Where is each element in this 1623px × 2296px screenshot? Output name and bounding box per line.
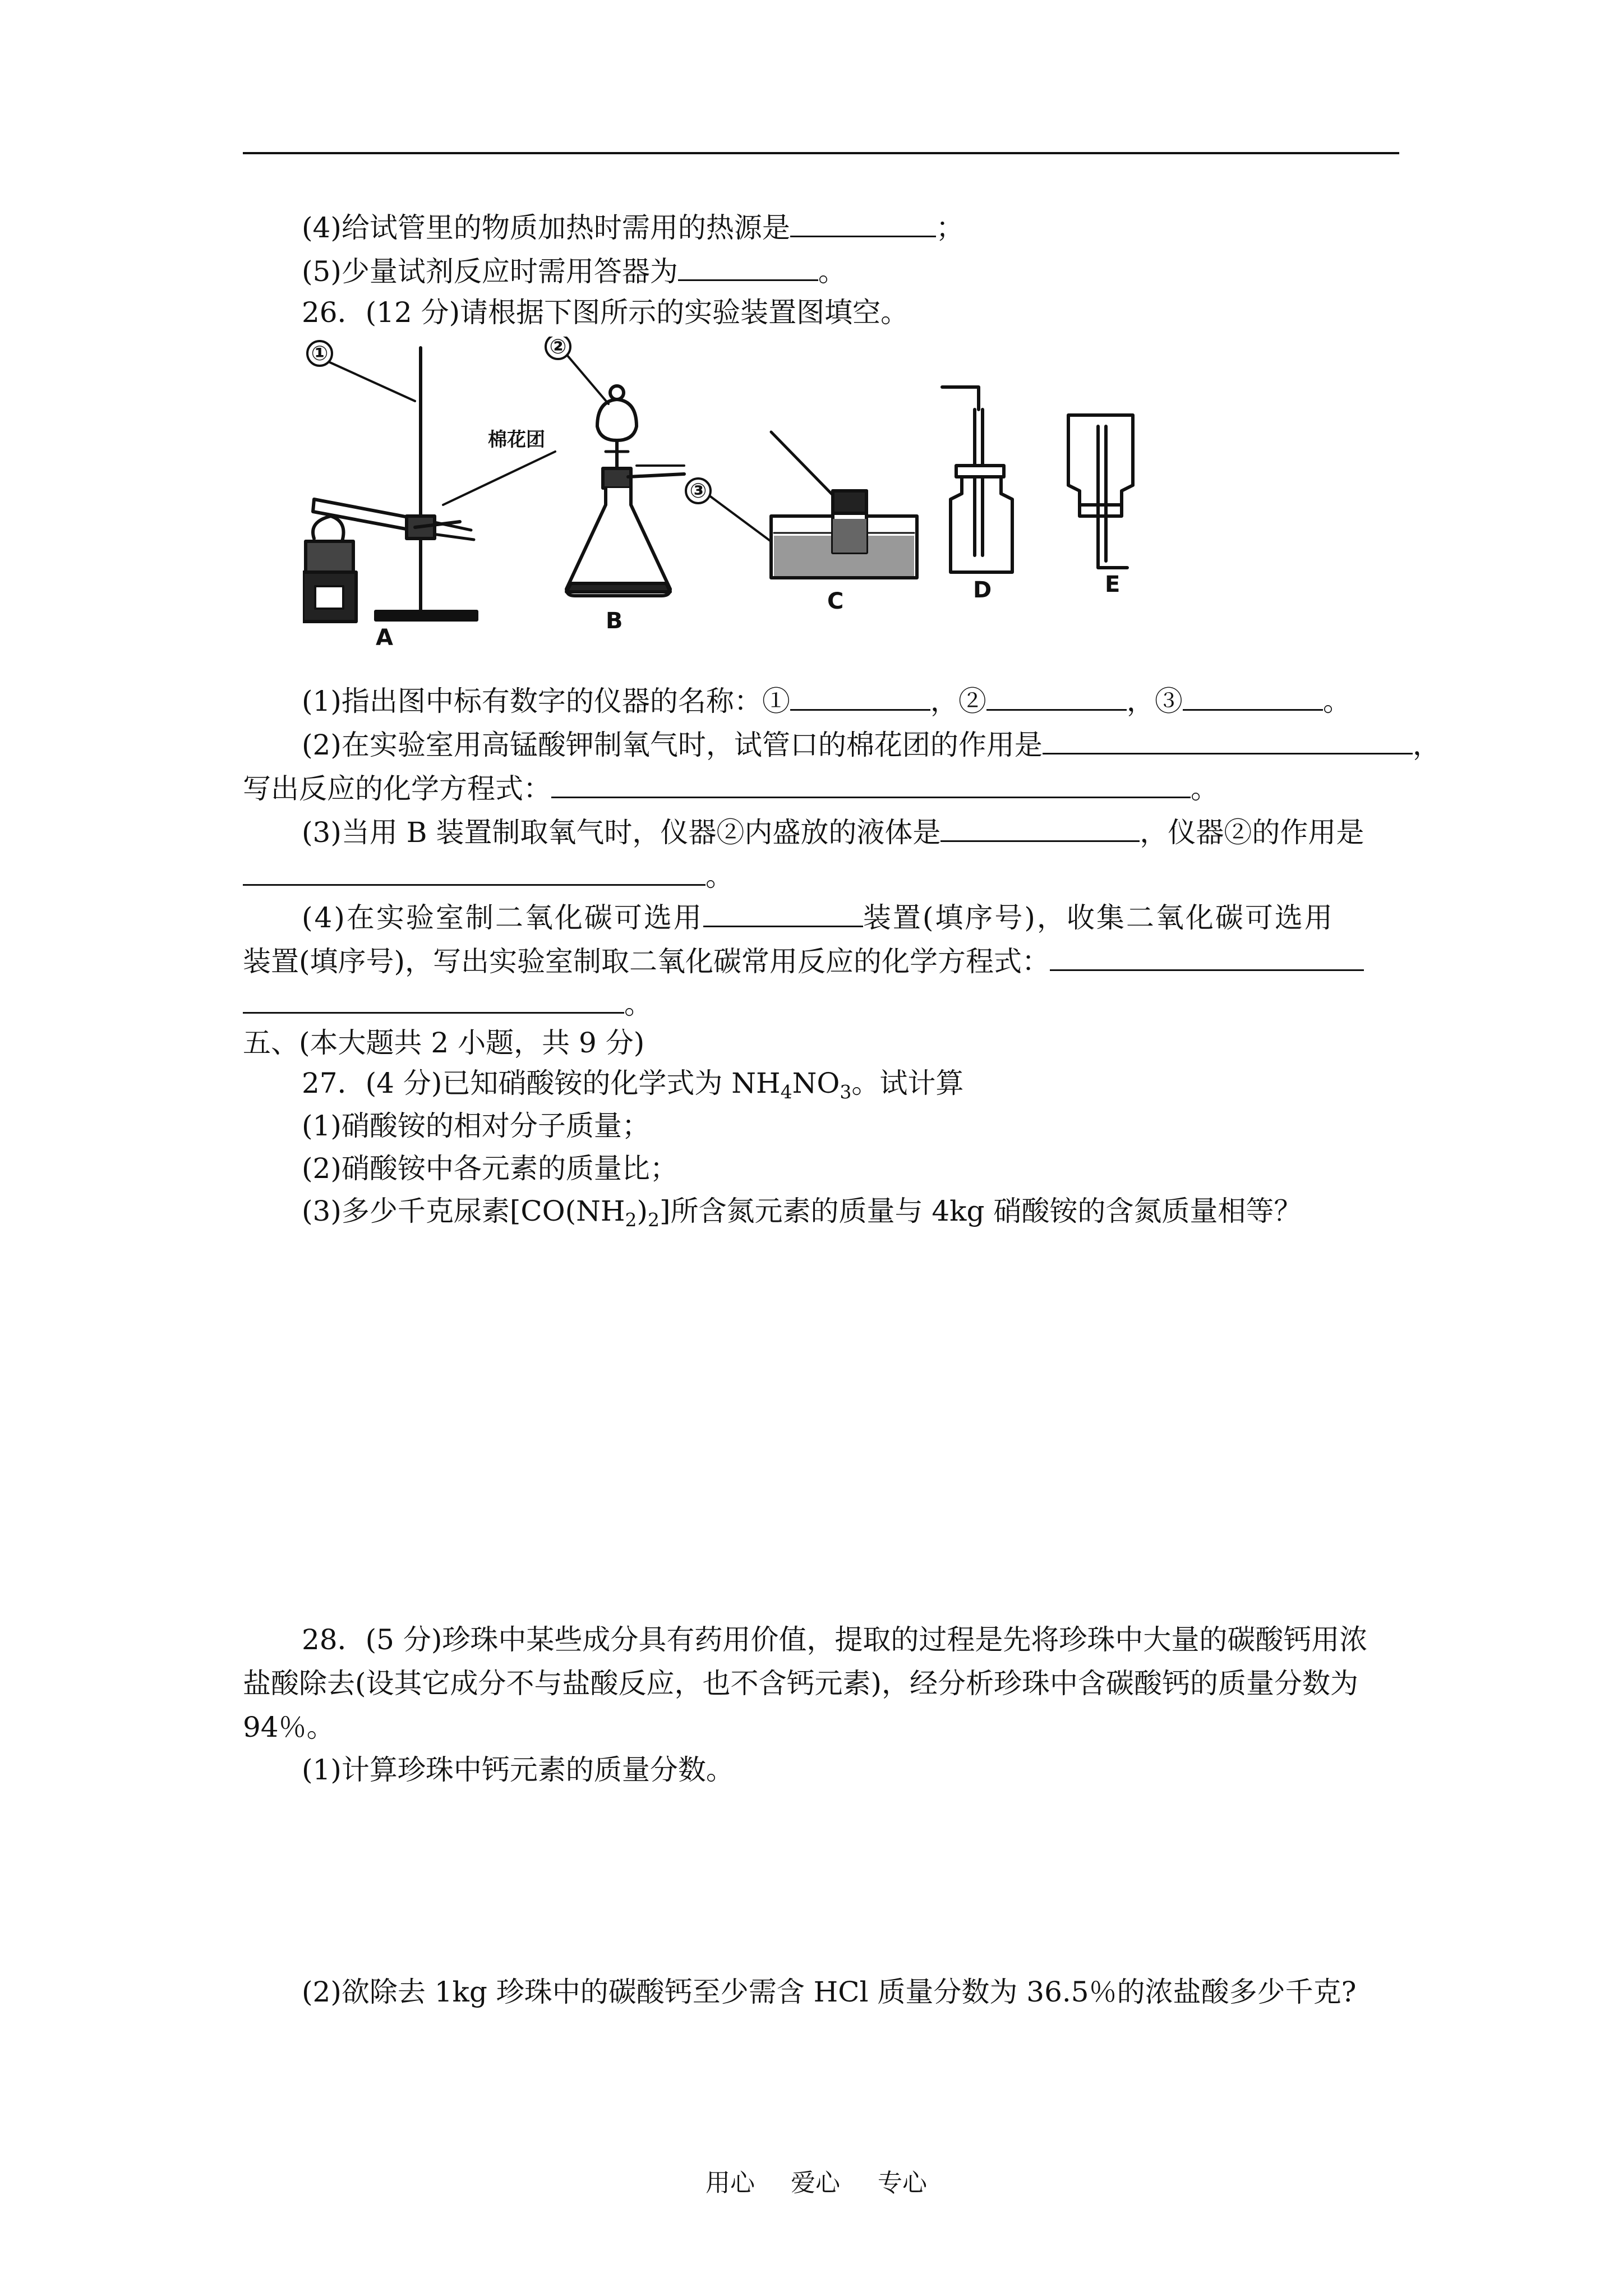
answer-blank[interactable]: [1050, 940, 1364, 971]
header-rule: [243, 152, 1399, 154]
label-e: E: [1105, 572, 1121, 597]
pointer-line-2: [561, 348, 608, 404]
label-d: D: [973, 577, 992, 603]
alcohol-lamp: [306, 541, 353, 572]
q26-part3: (3)当用 B 装置制取氧气时，仪器②内盛放的液体是 ，仪器②的作用是: [302, 811, 1364, 851]
q26-part3-line2: 。: [243, 855, 734, 895]
q26-part1: (1)指出图中标有数字的仪器的名称：① ，② ，③ 。: [302, 680, 1351, 720]
pointer-line-3: [707, 494, 778, 547]
pointer-line-cotton: [443, 452, 555, 505]
answer-blank[interactable]: [678, 250, 818, 281]
q28-line2: 盐酸除去(设其它成分不与盐酸反应，也不含钙元素)，经分析珍珠中含碳酸钙的质量分数为: [243, 1667, 1359, 1700]
answer-blank[interactable]: [243, 855, 706, 886]
q28-line1: 28．(5 分)珍珠中某些成分具有药用价值，提取的过程是先将珍珠中大量的碳酸钙用浓: [302, 1623, 1368, 1656]
pointer-line-1: [322, 359, 415, 401]
q25-item5: (5)少量试剂反应时需用答器为 。: [302, 250, 846, 290]
conical-flask: [566, 488, 670, 596]
answer-blank[interactable]: [790, 206, 936, 237]
q26-title: 26．(12 分)请根据下图所示的实验装置图填空。: [302, 296, 909, 329]
label-b: B: [606, 608, 623, 634]
q26-part4-line3: 。: [243, 983, 652, 1023]
q26-part2-equation: 写出反应的化学方程式： 。: [243, 767, 1219, 807]
q27-title: 27．(4 分)已知硝酸铵的化学式为 $NH_4NO_3$。试计算: [302, 1067, 964, 1103]
label-cotton: 棉花团: [488, 429, 545, 451]
label-a: A: [376, 625, 393, 651]
separatory-funnel: [597, 399, 637, 440]
q26-part2: (2)在实验室用高锰酸钾制氧气时，试管口的棉花团的作用是 ，: [302, 724, 1441, 763]
q26-part4-line2: 装置(填序号)，写出实验室制取二氧化碳常用反应的化学方程式：: [243, 940, 1364, 980]
iron-stand-base: [376, 611, 477, 620]
q28-part2: (2)欲除去 1kg 珍珠中的碳酸钙至少需含 HCl 质量分数为 36.5％的浓盐酸多少千克?: [302, 1976, 1357, 2008]
q26-part4: (4)在实验室制二氧化碳可选用 装置(填序号)，收集二氧化碳可选用: [302, 896, 1334, 936]
answer-blank[interactable]: [551, 767, 1191, 798]
answer-blank[interactable]: [940, 811, 1140, 842]
label-num1: ①: [311, 342, 329, 365]
label-num3: ③: [689, 480, 707, 503]
q27-part1: (1)硝酸铵的相对分子质量；: [302, 1110, 650, 1142]
answer-blank[interactable]: [986, 680, 1127, 711]
footer-item-2: 爱心: [791, 2169, 840, 2197]
answer-blank[interactable]: [1183, 680, 1323, 711]
answer-blank[interactable]: [243, 983, 624, 1014]
q28-line3: 94％。: [243, 1711, 335, 1743]
label-c: C: [827, 588, 844, 614]
answer-blank[interactable]: [703, 896, 863, 927]
label-num2: ②: [549, 337, 567, 358]
lab-apparatus-figure: [303, 337, 1178, 651]
answer-blank[interactable]: [790, 680, 930, 711]
section5-heading: 五、(本大题共 2 小题，共 9 分): [243, 1027, 645, 1059]
q27-part3: (3)多少千克尿素$[CO(NH_2)_2]$所含氮元素的质量与 4kg 硝酸铵的含氮质量相等？: [302, 1195, 1302, 1231]
footer-item-3: 专心: [878, 2169, 927, 2197]
q25-item4: (4)给试管里的物质加热时需用的热源是 ；: [302, 206, 964, 246]
q27-part2: (2)硝酸铵中各元素的质量比；: [302, 1152, 678, 1185]
gas-bottle-e: [1068, 415, 1133, 505]
answer-blank[interactable]: [1043, 724, 1413, 754]
bottle-d-tube: [942, 387, 979, 409]
footer-item-1: 用心: [706, 2169, 755, 2197]
q28-part1: (1)计算珍珠中钙元素的质量分数。: [302, 1754, 734, 1786]
